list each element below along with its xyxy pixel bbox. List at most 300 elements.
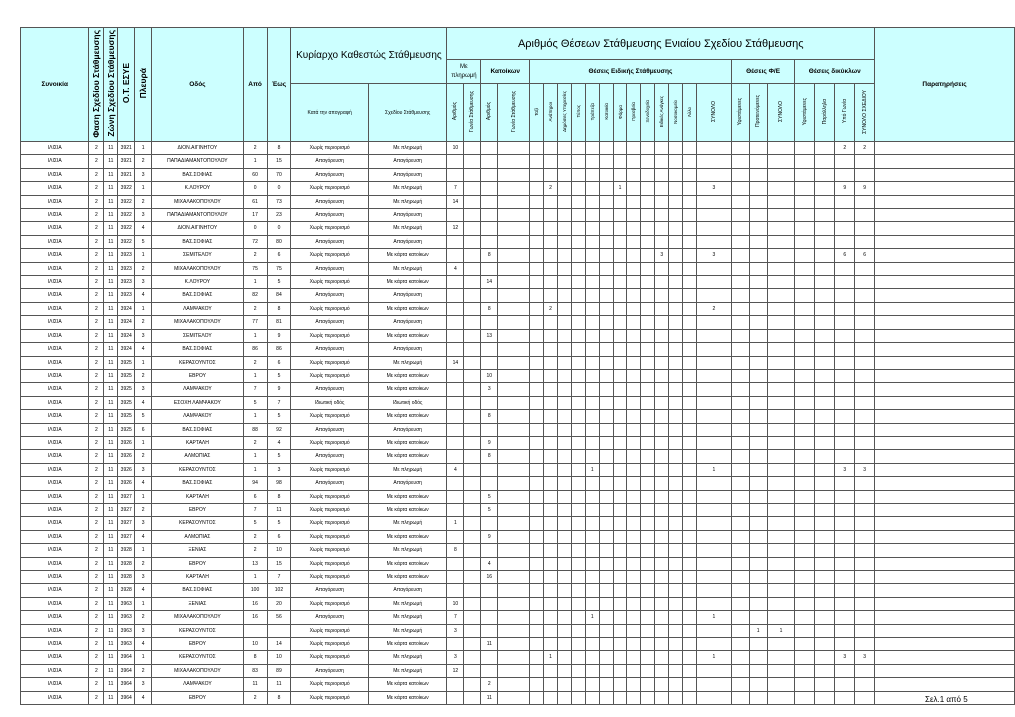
table-cell bbox=[855, 638, 875, 651]
table-cell bbox=[447, 316, 464, 329]
table-cell bbox=[767, 235, 795, 248]
table-cell bbox=[655, 691, 669, 704]
table-cell bbox=[641, 369, 655, 382]
table-cell bbox=[875, 463, 1015, 476]
table-cell bbox=[530, 490, 544, 503]
table-cell bbox=[855, 423, 875, 436]
table-cell bbox=[464, 463, 481, 476]
table-cell bbox=[613, 584, 627, 597]
table-cell bbox=[585, 503, 599, 516]
table-cell: 3928 bbox=[118, 544, 135, 557]
header-sub-cell: Άλλο bbox=[683, 84, 697, 142]
table-cell: 10 bbox=[267, 544, 291, 557]
table-cell: Απαγόρευση bbox=[291, 168, 369, 181]
table-cell bbox=[669, 249, 683, 262]
table-cell: ΞΕΝΙΑΣ bbox=[152, 597, 244, 610]
table-cell: Με πληρωμή bbox=[368, 222, 447, 235]
table-cell bbox=[749, 329, 767, 342]
table-cell bbox=[641, 611, 655, 624]
table-cell: 92 bbox=[267, 423, 291, 436]
table-cell bbox=[697, 664, 732, 677]
table-cell bbox=[557, 450, 571, 463]
table-cell: 11 bbox=[104, 316, 118, 329]
table-cell bbox=[795, 249, 815, 262]
table-cell: Απαγόρευση bbox=[291, 262, 369, 275]
table-cell bbox=[795, 571, 815, 584]
table-cell: Χωρίς περιορισμό bbox=[291, 503, 369, 516]
table-row bbox=[21, 571, 1015, 584]
table-cell: Με κάρτα κατοίκων bbox=[368, 530, 447, 543]
table-cell: Απαγόρευση bbox=[368, 155, 447, 168]
table-cell bbox=[697, 557, 732, 570]
table-cell bbox=[767, 369, 795, 382]
table-cell: ΒΑΣ.ΣΟΦΙΑΣ bbox=[152, 168, 244, 181]
table-cell bbox=[585, 209, 599, 222]
table-cell: 2 bbox=[243, 302, 267, 315]
table-cell bbox=[835, 369, 855, 382]
table-cell bbox=[795, 450, 815, 463]
table-cell: 11 bbox=[104, 302, 118, 315]
table-cell bbox=[447, 369, 464, 382]
table-cell bbox=[498, 343, 530, 356]
table-cell bbox=[530, 142, 544, 155]
table-cell bbox=[613, 289, 627, 302]
table-cell bbox=[697, 477, 732, 490]
table-cell: 3921 bbox=[118, 168, 135, 181]
table-row bbox=[21, 302, 1015, 315]
table-cell bbox=[669, 316, 683, 329]
table-cell bbox=[815, 651, 835, 664]
header-zoni: Ζώνη Σχεδίου Στάθμευσης bbox=[104, 28, 118, 142]
table-cell bbox=[683, 477, 697, 490]
table-cell bbox=[557, 638, 571, 651]
table-cell bbox=[498, 517, 530, 530]
table-cell: ΙΛΙΣΙΑ bbox=[21, 557, 89, 570]
table-cell bbox=[697, 517, 732, 530]
table-cell: 3922 bbox=[118, 222, 135, 235]
table-cell bbox=[697, 678, 732, 691]
table-cell bbox=[855, 450, 875, 463]
table-cell bbox=[767, 597, 795, 610]
table-cell bbox=[835, 235, 855, 248]
table-cell: 11 bbox=[104, 530, 118, 543]
table-cell bbox=[557, 571, 571, 584]
table-cell bbox=[571, 517, 585, 530]
table-cell: ΙΛΙΣΙΑ bbox=[21, 316, 89, 329]
table-cell bbox=[795, 142, 815, 155]
table-cell: Απαγόρευση bbox=[368, 209, 447, 222]
table-cell bbox=[731, 490, 749, 503]
table-cell bbox=[815, 624, 835, 637]
table-cell bbox=[571, 235, 585, 248]
table-cell bbox=[641, 423, 655, 436]
table-cell bbox=[571, 182, 585, 195]
table-cell bbox=[835, 289, 855, 302]
table-cell: Απαγόρευση bbox=[291, 423, 369, 436]
table-cell: 3928 bbox=[118, 557, 135, 570]
table-cell bbox=[571, 571, 585, 584]
table-cell bbox=[749, 343, 767, 356]
table-cell bbox=[481, 222, 498, 235]
table-cell: 3 bbox=[135, 209, 152, 222]
table-cell bbox=[599, 638, 613, 651]
table-cell bbox=[669, 490, 683, 503]
table-cell bbox=[875, 383, 1015, 396]
table-cell: 6 bbox=[835, 249, 855, 262]
table-cell bbox=[815, 356, 835, 369]
table-cell: 3 bbox=[135, 624, 152, 637]
table-cell bbox=[571, 329, 585, 342]
table-cell bbox=[627, 195, 641, 208]
table-cell bbox=[544, 235, 558, 248]
table-cell bbox=[731, 597, 749, 610]
table-cell: 6 bbox=[267, 356, 291, 369]
table-cell bbox=[641, 477, 655, 490]
table-cell: 2 bbox=[697, 302, 732, 315]
table-cell bbox=[815, 544, 835, 557]
table-cell bbox=[464, 530, 481, 543]
table-cell bbox=[835, 356, 855, 369]
table-cell bbox=[697, 329, 732, 342]
table-cell bbox=[627, 463, 641, 476]
table-cell: ΙΛΙΣΙΑ bbox=[21, 664, 89, 677]
table-cell: 2 bbox=[89, 276, 104, 289]
table-cell bbox=[697, 316, 732, 329]
table-cell bbox=[767, 611, 795, 624]
table-row bbox=[21, 209, 1015, 222]
table-cell bbox=[585, 477, 599, 490]
table-cell bbox=[795, 182, 815, 195]
table-cell bbox=[613, 477, 627, 490]
table-cell: 2 bbox=[89, 262, 104, 275]
table-cell bbox=[464, 557, 481, 570]
table-cell bbox=[655, 289, 669, 302]
table-cell bbox=[835, 436, 855, 449]
table-cell bbox=[585, 624, 599, 637]
table-cell bbox=[599, 477, 613, 490]
table-cell bbox=[464, 343, 481, 356]
table-cell: ΙΛΙΣΙΑ bbox=[21, 530, 89, 543]
table-cell bbox=[731, 396, 749, 409]
table-cell: ΙΛΙΣΙΑ bbox=[21, 195, 89, 208]
table-cell: 0 bbox=[267, 222, 291, 235]
table-cell bbox=[767, 249, 795, 262]
table-cell bbox=[815, 168, 835, 181]
table-cell bbox=[655, 329, 669, 342]
table-cell: 11 bbox=[104, 678, 118, 691]
table-cell bbox=[599, 289, 613, 302]
table-cell bbox=[557, 544, 571, 557]
table-cell bbox=[641, 168, 655, 181]
table-cell bbox=[835, 611, 855, 624]
table-cell bbox=[683, 624, 697, 637]
table-cell: ΙΛΙΣΙΑ bbox=[21, 517, 89, 530]
header-sub-cell: Τράπεζα bbox=[585, 84, 599, 142]
table-cell bbox=[655, 316, 669, 329]
table-cell: Ιδιωτική οδός bbox=[368, 396, 447, 409]
table-cell: 1 bbox=[697, 463, 732, 476]
table-cell bbox=[835, 410, 855, 423]
table-cell bbox=[530, 544, 544, 557]
table-cell bbox=[795, 262, 815, 275]
table-cell: ΞΕΝΙΑΣ bbox=[152, 544, 244, 557]
table-cell: 2 bbox=[89, 168, 104, 181]
table-row bbox=[21, 624, 1015, 637]
table-cell: Με πληρωμή bbox=[368, 611, 447, 624]
table-cell bbox=[731, 222, 749, 235]
table-cell bbox=[557, 678, 571, 691]
table-cell bbox=[544, 343, 558, 356]
table-cell: Με πληρωμή bbox=[368, 664, 447, 677]
table-cell bbox=[767, 638, 795, 651]
table-cell bbox=[815, 276, 835, 289]
table-cell bbox=[613, 142, 627, 155]
table-cell bbox=[669, 182, 683, 195]
table-cell: ΙΛΙΣΙΑ bbox=[21, 249, 89, 262]
table-row bbox=[21, 396, 1015, 409]
table-cell bbox=[498, 262, 530, 275]
table-cell bbox=[481, 209, 498, 222]
table-cell bbox=[613, 664, 627, 677]
table-cell: 11 bbox=[104, 209, 118, 222]
table-cell bbox=[613, 423, 627, 436]
table-cell bbox=[544, 142, 558, 155]
table-cell bbox=[835, 155, 855, 168]
table-cell bbox=[655, 477, 669, 490]
table-cell bbox=[585, 182, 599, 195]
table-cell bbox=[613, 490, 627, 503]
header-sub-cell: Ξενοδοχεία bbox=[641, 84, 655, 142]
table-cell: Χωρίς περιορισμό bbox=[291, 678, 369, 691]
table-cell bbox=[815, 490, 835, 503]
table-cell bbox=[855, 584, 875, 597]
table-cell bbox=[815, 517, 835, 530]
table-cell bbox=[795, 624, 815, 637]
table-cell bbox=[669, 356, 683, 369]
table-cell: 3923 bbox=[118, 289, 135, 302]
table-cell: Με πληρωμή bbox=[368, 597, 447, 610]
table-cell bbox=[669, 557, 683, 570]
table-cell bbox=[697, 168, 732, 181]
table-cell: Απαγόρευση bbox=[291, 209, 369, 222]
table-cell bbox=[544, 262, 558, 275]
table-cell bbox=[498, 678, 530, 691]
table-cell bbox=[855, 276, 875, 289]
table-cell bbox=[855, 490, 875, 503]
table-cell bbox=[447, 678, 464, 691]
table-cell bbox=[641, 396, 655, 409]
table-cell: Με κάρτα κατοίκων bbox=[368, 302, 447, 315]
table-row bbox=[21, 316, 1015, 329]
table-cell: 4 bbox=[447, 262, 464, 275]
header-katoikon: Κατοίκων bbox=[481, 60, 530, 84]
table-cell bbox=[530, 235, 544, 248]
table-cell: 7 bbox=[243, 503, 267, 516]
table-row bbox=[21, 503, 1015, 516]
table-cell bbox=[749, 209, 767, 222]
table-cell: 11 bbox=[104, 396, 118, 409]
header-sub-cell: Φάρμα bbox=[613, 84, 627, 142]
table-cell bbox=[875, 597, 1015, 610]
table-cell bbox=[875, 436, 1015, 449]
table-cell: 5 bbox=[267, 450, 291, 463]
table-cell bbox=[749, 262, 767, 275]
table-cell bbox=[571, 557, 585, 570]
table-cell bbox=[557, 611, 571, 624]
table-cell bbox=[544, 611, 558, 624]
table-cell: 3 bbox=[655, 249, 669, 262]
table-cell: 3924 bbox=[118, 329, 135, 342]
table-cell bbox=[530, 517, 544, 530]
table-cell bbox=[599, 235, 613, 248]
table-cell bbox=[697, 490, 732, 503]
table-cell bbox=[599, 678, 613, 691]
table-cell bbox=[683, 222, 697, 235]
table-row bbox=[21, 329, 1015, 342]
table-row bbox=[21, 249, 1015, 262]
table-cell bbox=[447, 477, 464, 490]
table-cell bbox=[585, 396, 599, 409]
table-cell: 3921 bbox=[118, 155, 135, 168]
table-cell bbox=[464, 691, 481, 704]
table-cell bbox=[585, 530, 599, 543]
table-cell: 2 bbox=[89, 142, 104, 155]
table-cell: 3 bbox=[135, 276, 152, 289]
table-cell bbox=[875, 249, 1015, 262]
table-cell bbox=[571, 262, 585, 275]
table-cell bbox=[557, 142, 571, 155]
table-cell: Χωρίς περιορισμό bbox=[291, 651, 369, 664]
table-cell bbox=[544, 222, 558, 235]
table-cell bbox=[669, 383, 683, 396]
table-cell bbox=[767, 490, 795, 503]
table-cell bbox=[815, 584, 835, 597]
table-cell bbox=[683, 369, 697, 382]
table-cell bbox=[544, 517, 558, 530]
table-cell bbox=[530, 316, 544, 329]
table-cell bbox=[599, 691, 613, 704]
table-body bbox=[21, 142, 1015, 705]
table-cell: 11 bbox=[267, 503, 291, 516]
table-cell bbox=[683, 302, 697, 315]
table-cell bbox=[767, 168, 795, 181]
table-cell: Με πληρωμή bbox=[368, 517, 447, 530]
table-cell bbox=[557, 490, 571, 503]
table-cell bbox=[530, 410, 544, 423]
table-cell bbox=[585, 249, 599, 262]
table-cell bbox=[557, 651, 571, 664]
table-cell bbox=[530, 369, 544, 382]
table-cell bbox=[749, 356, 767, 369]
table-cell: ΙΛΙΣΙΑ bbox=[21, 463, 89, 476]
table-cell bbox=[627, 571, 641, 584]
table-cell bbox=[585, 423, 599, 436]
table-cell bbox=[464, 624, 481, 637]
table-cell bbox=[855, 155, 875, 168]
table-cell bbox=[498, 477, 530, 490]
table-cell bbox=[697, 450, 732, 463]
table-cell: 1 bbox=[135, 302, 152, 315]
table-row bbox=[21, 343, 1015, 356]
table-cell bbox=[464, 597, 481, 610]
table-cell bbox=[795, 423, 815, 436]
table-cell bbox=[835, 678, 855, 691]
table-cell: Με πληρωμή bbox=[368, 182, 447, 195]
table-cell: ΙΛΙΣΙΑ bbox=[21, 168, 89, 181]
table-cell bbox=[464, 289, 481, 302]
table-cell: 5 bbox=[481, 503, 498, 516]
table-row bbox=[21, 356, 1015, 369]
table-cell bbox=[627, 262, 641, 275]
table-cell bbox=[767, 316, 795, 329]
table-cell bbox=[447, 557, 464, 570]
table-cell bbox=[795, 168, 815, 181]
table-cell: 2 bbox=[89, 664, 104, 677]
table-cell: 11 bbox=[104, 235, 118, 248]
table-cell: 11 bbox=[267, 678, 291, 691]
table-cell: ΙΛΙΣΙΑ bbox=[21, 436, 89, 449]
table-cell bbox=[731, 503, 749, 516]
table-cell: 11 bbox=[104, 436, 118, 449]
table-cell bbox=[683, 678, 697, 691]
table-cell bbox=[875, 651, 1015, 664]
table-cell: 3926 bbox=[118, 463, 135, 476]
table-cell bbox=[585, 557, 599, 570]
table-cell: 8 bbox=[481, 249, 498, 262]
table-cell bbox=[557, 343, 571, 356]
table-cell: Απαγόρευση bbox=[368, 343, 447, 356]
table-cell bbox=[875, 235, 1015, 248]
table-cell: ΙΛΙΣΙΑ bbox=[21, 396, 89, 409]
table-cell bbox=[464, 249, 481, 262]
table-cell bbox=[557, 249, 571, 262]
table-cell bbox=[585, 142, 599, 155]
table-cell bbox=[585, 651, 599, 664]
table-cell: Με πληρωμή bbox=[368, 544, 447, 557]
table-cell bbox=[557, 597, 571, 610]
table-cell bbox=[571, 638, 585, 651]
table-cell: 2 bbox=[89, 222, 104, 235]
table-cell bbox=[641, 584, 655, 597]
table-cell bbox=[571, 155, 585, 168]
table-cell: Κ.ΛΟΥΡΟΥ bbox=[152, 182, 244, 195]
table-cell bbox=[855, 383, 875, 396]
table-cell bbox=[795, 664, 815, 677]
table-cell bbox=[795, 638, 815, 651]
table-cell bbox=[767, 343, 795, 356]
table-cell bbox=[795, 222, 815, 235]
table-cell bbox=[795, 584, 815, 597]
table-cell bbox=[815, 463, 835, 476]
table-cell bbox=[544, 356, 558, 369]
table-cell: ΜΙΧΑΛΑΚΟΠΟΥΛΟΥ bbox=[152, 195, 244, 208]
table-cell: 3963 bbox=[118, 597, 135, 610]
table-cell: 3927 bbox=[118, 530, 135, 543]
table-cell bbox=[557, 463, 571, 476]
table-cell bbox=[599, 316, 613, 329]
table-cell: ΙΛΙΣΙΑ bbox=[21, 155, 89, 168]
table-cell: Χωρίς περιορισμό bbox=[291, 490, 369, 503]
table-cell: 3964 bbox=[118, 678, 135, 691]
table-cell: 1 bbox=[585, 463, 599, 476]
table-cell bbox=[835, 530, 855, 543]
table-cell: 3926 bbox=[118, 436, 135, 449]
table-cell: Απαγόρευση bbox=[368, 235, 447, 248]
table-cell bbox=[599, 517, 613, 530]
table-row bbox=[21, 168, 1015, 181]
table-cell bbox=[669, 276, 683, 289]
table-cell bbox=[669, 369, 683, 382]
